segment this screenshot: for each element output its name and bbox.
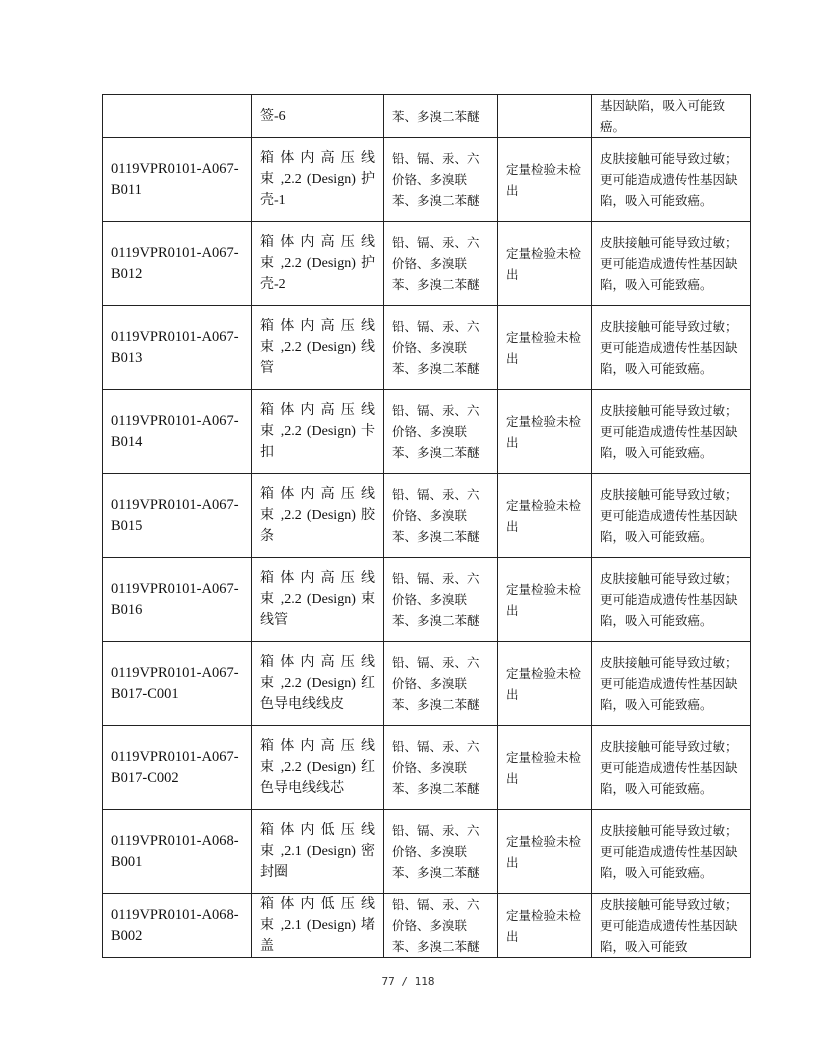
- risk-cell: 皮肤接触可能导致过敏；更可能造成遗传性基因缺陷，吸入可能致: [592, 894, 751, 958]
- risk-cell: 皮肤接触可能导致过敏；更可能造成遗传性基因缺陷，吸入可能致癌。: [592, 222, 751, 306]
- substances-cell: 铅、镉、汞、六价铬、多溴联苯、多溴二苯醚: [384, 894, 498, 958]
- part-name-cell: 箱 体 内 高 压 线 束 ,2.2 (Design) 卡扣: [252, 390, 384, 474]
- risk-cell: 皮肤接触可能导致过敏；更可能造成遗传性基因缺陷，吸入可能致癌。: [592, 726, 751, 810]
- table-row: [103, 306, 751, 390]
- table-row: [103, 138, 751, 222]
- part-code-cell: 0119VPR0101-A067-B012: [103, 222, 252, 306]
- part-name-cell: 箱 体 内 高 压 线 束 ,2.2 (Design) 红色导电线线皮: [252, 642, 384, 726]
- part-name-cell: 箱 体 内 高 压 线 束 ,2.2 (Design) 红色导电线线芯: [252, 726, 384, 810]
- table-row: [103, 222, 751, 306]
- part-code-cell: [103, 95, 252, 138]
- test-result-cell: 定量检验未检出: [498, 726, 592, 810]
- substances-cell: 铅、镉、汞、六价铬、多溴联苯、多溴二苯醚: [384, 390, 498, 474]
- part-code-cell: 0119VPR0101-A067-B015: [103, 474, 252, 558]
- part-name-cell: 箱 体 内 高 压 线 束 ,2.2 (Design) 线管: [252, 306, 384, 390]
- test-result-cell: 定量检验未检出: [498, 642, 592, 726]
- part-name-cell: 签-6: [252, 95, 384, 138]
- test-result-cell: 定量检验未检出: [498, 558, 592, 642]
- risk-cell: 皮肤接触可能导致过敏；更可能造成遗传性基因缺陷，吸入可能致癌。: [592, 810, 751, 894]
- document-table: [102, 94, 751, 958]
- substances-cell: 铅、镉、汞、六价铬、多溴联苯、多溴二苯醚: [384, 222, 498, 306]
- part-code-cell: 0119VPR0101-A067-B013: [103, 306, 252, 390]
- part-name-cell: 箱 体 内 高 压 线 束 ,2.2 (Design) 束线管: [252, 558, 384, 642]
- substances-cell: 铅、镉、汞、六价铬、多溴联苯、多溴二苯醚: [384, 642, 498, 726]
- table-row: [103, 726, 751, 810]
- part-code-cell: 0119VPR0101-A068-B001: [103, 810, 252, 894]
- part-code-cell: 0119VPR0101-A067-B014: [103, 390, 252, 474]
- test-result-cell: 定量检验未检出: [498, 810, 592, 894]
- test-result-cell: 定量检验未检出: [498, 474, 592, 558]
- part-code-cell: 0119VPR0101-A067-B017-C002: [103, 726, 252, 810]
- substances-cell: 铅、镉、汞、六价铬、多溴联苯、多溴二苯醚: [384, 138, 498, 222]
- substances-cell: 铅、镉、汞、六价铬、多溴联苯、多溴二苯醚: [384, 558, 498, 642]
- risk-cell: 皮肤接触可能导致过敏；更可能造成遗传性基因缺陷，吸入可能致癌。: [592, 474, 751, 558]
- table-row: [103, 390, 751, 474]
- test-result-cell: 定量检验未检出: [498, 138, 592, 222]
- part-name-cell: 箱 体 内 低 压 线 束 ,2.1 (Design) 密封圈: [252, 810, 384, 894]
- table-row: [103, 95, 751, 138]
- test-result-cell: 定量检验未检出: [498, 222, 592, 306]
- part-code-cell: 0119VPR0101-A067-B017-C001: [103, 642, 252, 726]
- substances-cell: 铅、镉、汞、六价铬、多溴联苯、多溴二苯醚: [384, 726, 498, 810]
- table-row: [103, 894, 751, 958]
- substances-cell: 铅、镉、汞、六价铬、多溴联苯、多溴二苯醚: [384, 810, 498, 894]
- test-result-cell: [498, 95, 592, 138]
- part-name-cell: 箱 体 内 高 压 线 束 ,2.2 (Design) 胶条: [252, 474, 384, 558]
- risk-cell: 皮肤接触可能导致过敏；更可能造成遗传性基因缺陷，吸入可能致癌。: [592, 138, 751, 222]
- risk-cell: 皮肤接触可能导致过敏；更可能造成遗传性基因缺陷，吸入可能致癌。: [592, 390, 751, 474]
- risk-cell: 皮肤接触可能导致过敏；更可能造成遗传性基因缺陷，吸入可能致癌。: [592, 642, 751, 726]
- table-row: [103, 474, 751, 558]
- part-code-cell: 0119VPR0101-A067-B011: [103, 138, 252, 222]
- substances-cell: 铅、镉、汞、六价铬、多溴联苯、多溴二苯醚: [384, 474, 498, 558]
- test-result-cell: 定量检验未检出: [498, 390, 592, 474]
- substances-cell: 铅、镉、汞、六价铬、多溴联苯、多溴二苯醚: [384, 306, 498, 390]
- test-result-cell: 定量检验未检出: [498, 306, 592, 390]
- table-row: [103, 642, 751, 726]
- part-name-cell: 箱 体 内 低 压 线 束 ,2.1 (Design) 堵盖: [252, 894, 384, 958]
- table-row: [103, 558, 751, 642]
- risk-cell: 皮肤接触可能导致过敏；更可能造成遗传性基因缺陷，吸入可能致癌。: [592, 306, 751, 390]
- table-body: [103, 95, 751, 958]
- substances-cell: 苯、多溴二苯醚: [384, 95, 498, 138]
- part-name-cell: 箱 体 内 高 压 线 束 ,2.2 (Design) 护壳-2: [252, 222, 384, 306]
- part-code-cell: 0119VPR0101-A068-B002: [103, 894, 252, 958]
- part-code-cell: 0119VPR0101-A067-B016: [103, 558, 252, 642]
- page-number: 77 / 118: [381, 975, 435, 988]
- table-row: [103, 810, 751, 894]
- part-name-cell: 箱 体 内 高 压 线 束 ,2.2 (Design) 护壳-1: [252, 138, 384, 222]
- test-result-cell: 定量检验未检出: [498, 894, 592, 958]
- risk-cell: 基因缺陷，吸入可能致癌。: [592, 95, 751, 138]
- risk-cell: 皮肤接触可能导致过敏；更可能造成遗传性基因缺陷，吸入可能致癌。: [592, 558, 751, 642]
